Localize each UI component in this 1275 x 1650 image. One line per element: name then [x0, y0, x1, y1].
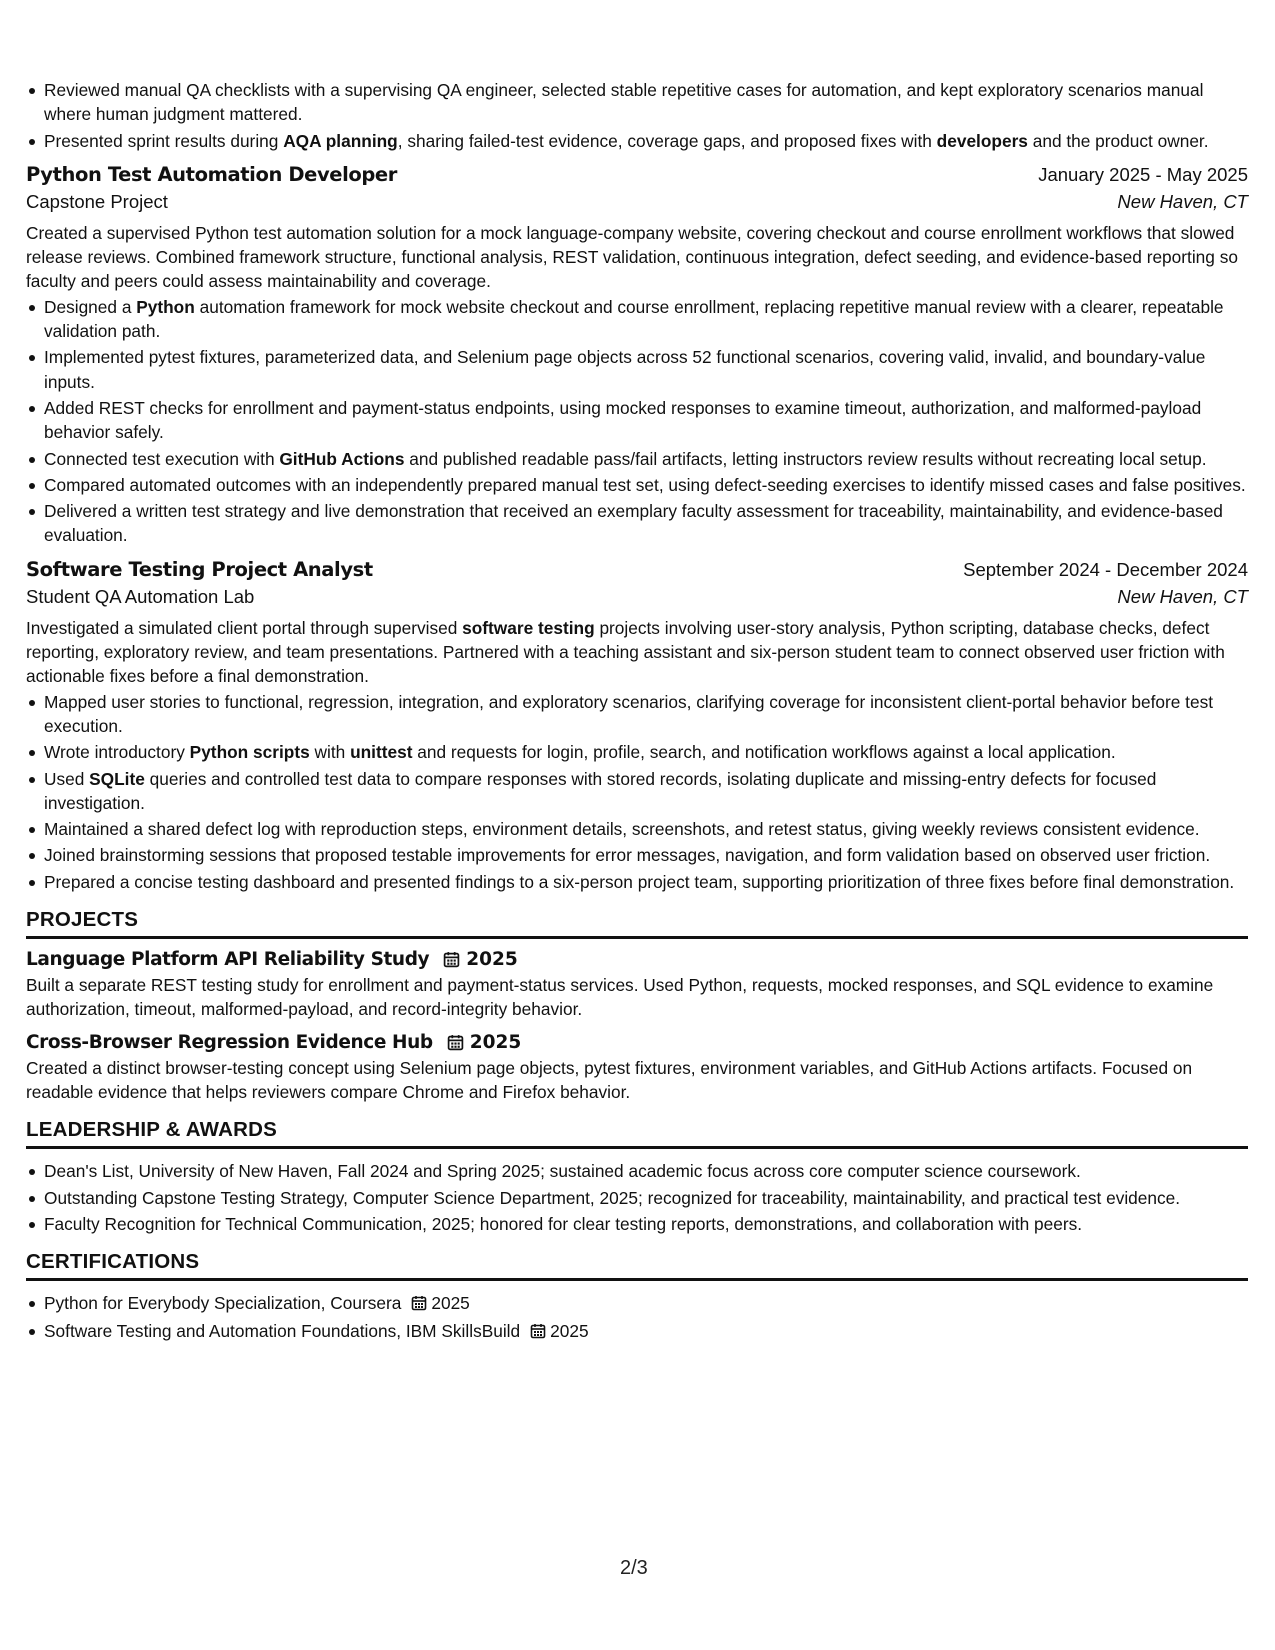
- bullet-item: [44, 295, 1248, 344]
- text-run: Designed a: [44, 296, 137, 317]
- experience-continued-bullets: [26, 78, 1248, 153]
- text-run: projects involving user-story analysis, Python scripting, database checks, defect reporting, exploratory review, and team presentations. Partnered with a teaching assistant and six-person student team to connect observed user friction with actionable fixes before a final demonstration.: [26, 617, 1225, 687]
- job-subheader: [26, 191, 1248, 213]
- text-run: Added REST checks for enrollment and payment-status endpoints, using mocked responses to examine timeout, authorization, and malformed-payload behavior safely.: [44, 397, 1202, 443]
- project-description: Built a separate REST testing study for enrollment and payment-status services. Used Python, requests, mocked responses, and SQL evidence to examine authorization, timeout, malformed-payload, and record-integrity behavior.: [26, 975, 1214, 1020]
- bullet-item: [44, 396, 1248, 445]
- text-run: Investigated a simulated client portal through supervised: [26, 617, 463, 638]
- text-run: Delivered a written test strategy and live demonstration that received an exemplary faculty assessment for traceability, maintainability, and evidence-based evaluation.: [44, 501, 1223, 546]
- leadership-list: [26, 1159, 1248, 1236]
- project-description: Created a distinct browser-testing concept using Selenium page objects, pytest fixtures, environment variables, and GitHub Actions artifacts. Focused on readable evidence that helps reviewers compare Chrome and Firefox behavior.: [26, 1057, 1193, 1102]
- text-run: Prepared a concise testing dashboard and presented findings to a six-person project team, supporting prioritization of three fixes before final demonstration.: [44, 871, 1235, 892]
- certification-item: [44, 1319, 1248, 1345]
- resume-content: [26, 78, 1248, 1348]
- calendar-icon: [447, 1034, 464, 1051]
- certification-year: 2025: [550, 1321, 589, 1342]
- job-organization: Student QA Automation Lab: [26, 585, 255, 607]
- job-dates: January 2025 - May 2025: [1038, 163, 1248, 185]
- bold-text: GitHub Actions: [279, 448, 405, 469]
- bullet-item: [44, 473, 1248, 497]
- text-run: Created a supervised Python test automation solution for a mock language-company website, covering checkout and course enrollment workflows that slowed release reviews. Combined framework structure, functional analysis, REST validation, continuous integration, defect seeding, and evidence-based reporting so faculty and peers could assess maintainability and coverage.: [26, 222, 1238, 292]
- bold-text: software testing: [462, 617, 595, 638]
- job-title: Software Testing Project Analyst: [26, 557, 373, 581]
- job-subheader: [26, 586, 1248, 608]
- job-location: New Haven, CT: [1117, 585, 1248, 607]
- text-run: and the product owner.: [1027, 130, 1209, 151]
- job-bullets: [26, 295, 1248, 548]
- text-run: automation framework for mock website checkout and course enrollment, replacing repetitive manual review with a clearer, repeatable validation path.: [44, 296, 1224, 342]
- text-run: queries and controlled test data to compare responses with stored records, isolating duplicate and missing-entry defects for focused investigation.: [44, 768, 1157, 813]
- text-run: and published readable pass/fail artifacts, letting instructors review results without recreating local setup.: [404, 448, 1207, 469]
- text-run: Reviewed manual QA checklists with a supervising QA engineer, selected stable repetitive cases for automation, and kept exploratory scenarios manual where human judgment mattered.: [44, 80, 1204, 125]
- calendar-icon: [411, 1293, 427, 1317]
- bold-text: SQLite: [89, 768, 145, 789]
- bullet-item: [44, 843, 1248, 867]
- award-item: Outstanding Capstone Testing Strategy, Computer Science Department, 2025; recognized for traceability, maintainability, and practical test evidence.: [44, 1186, 1248, 1210]
- job-summary: [26, 616, 1248, 689]
- bullet-item: [44, 78, 1248, 127]
- bold-text: Python scripts: [189, 742, 310, 763]
- bold-text: unittest: [350, 742, 413, 763]
- bullet-item: [44, 129, 1248, 153]
- bold-text: Python: [136, 296, 195, 317]
- text-run: Connected test execution with: [44, 448, 280, 469]
- bold-text: developers: [936, 130, 1028, 151]
- project-year: 2025: [466, 949, 518, 971]
- text-run: Presented sprint results during: [44, 130, 284, 151]
- bullet-item: [44, 345, 1248, 394]
- bold-text: AQA planning: [283, 130, 398, 151]
- certification-item: [44, 1291, 1248, 1317]
- certification-year: 2025: [431, 1293, 470, 1314]
- text-run: Mapped user stories to functional, regression, integration, and exploratory scenarios, clarifying coverage for inconsistent client-portal behavior before test execution.: [44, 691, 1214, 736]
- certification-name: Software Testing and Automation Foundations, IBM SkillsBuild: [44, 1321, 521, 1342]
- certifications-list: [26, 1291, 1248, 1346]
- text-run: Used: [44, 768, 90, 789]
- bullet-item: [44, 870, 1248, 894]
- job-entry: [26, 558, 1248, 894]
- projects-list: [26, 949, 1248, 1104]
- bullet-item: [44, 767, 1248, 816]
- job-title: Python Test Automation Developer: [26, 162, 397, 186]
- leadership-heading: LEADERSHIP & AWARDS: [26, 1118, 1248, 1149]
- bullet-item: [44, 690, 1248, 739]
- page-number: 2/3: [620, 1557, 648, 1579]
- text-run: with: [309, 742, 351, 763]
- text-run: Maintained a shared defect log with reproduction steps, environment details, screenshots, and retest status, giving weekly reviews consistent evidence.: [44, 819, 1200, 840]
- bullet-item: [44, 499, 1248, 548]
- text-run: Compared automated outcomes with an independently prepared manual test set, using defect-seeding exercises to identify missed cases and false positives.: [44, 474, 1246, 495]
- award-item: Dean's List, University of New Haven, Fall 2024 and Spring 2025; sustained academic focus across core computer science coursework.: [44, 1159, 1248, 1183]
- text-run: , sharing failed-test evidence, coverage gaps, and proposed fixes with: [397, 130, 937, 151]
- calendar-icon: [530, 1321, 546, 1345]
- certifications-heading: CERTIFICATIONS: [26, 1250, 1248, 1281]
- job-organization: Capstone Project: [26, 190, 168, 212]
- text-run: and requests for login, profile, search, and notification workflows against a local application.: [412, 742, 1116, 763]
- bullet-item: [44, 447, 1248, 471]
- project-header: [26, 1032, 1248, 1053]
- text-run: Wrote introductory: [44, 742, 190, 763]
- experience-jobs: [26, 163, 1248, 894]
- job-location: New Haven, CT: [1117, 190, 1248, 212]
- bullet-item: [44, 817, 1248, 841]
- award-item: Faculty Recognition for Technical Communication, 2025; honored for clear testing reports, demonstrations, and collaboration with peers.: [44, 1212, 1248, 1236]
- job-summary: [26, 221, 1248, 294]
- job-header: [26, 163, 1248, 186]
- bullet-item: [44, 740, 1248, 764]
- project-year: 2025: [469, 1031, 522, 1053]
- text-run: Implemented pytest fixtures, parameterized data, and Selenium page objects across 52 functional scenarios, covering valid, invalid, and boundary-value inputs.: [44, 347, 1206, 392]
- job-bullets: [26, 690, 1248, 894]
- project-title: Language Platform API Reliability Study: [26, 949, 430, 971]
- job-entry: [26, 163, 1248, 548]
- job-header: [26, 558, 1248, 581]
- job-dates: September 2024 - December 2024: [963, 558, 1248, 580]
- certification-name: Python for Everybody Specialization, Coursera: [44, 1293, 402, 1314]
- project-header: [26, 949, 1248, 970]
- text-run: Joined brainstorming sessions that proposed testable improvements for error messages, navigation, and form validation based on observed user friction.: [44, 845, 1211, 866]
- projects-heading: PROJECTS: [26, 908, 1248, 939]
- project-title: Cross-Browser Regression Evidence Hub: [26, 1031, 433, 1053]
- calendar-icon: [443, 951, 460, 968]
